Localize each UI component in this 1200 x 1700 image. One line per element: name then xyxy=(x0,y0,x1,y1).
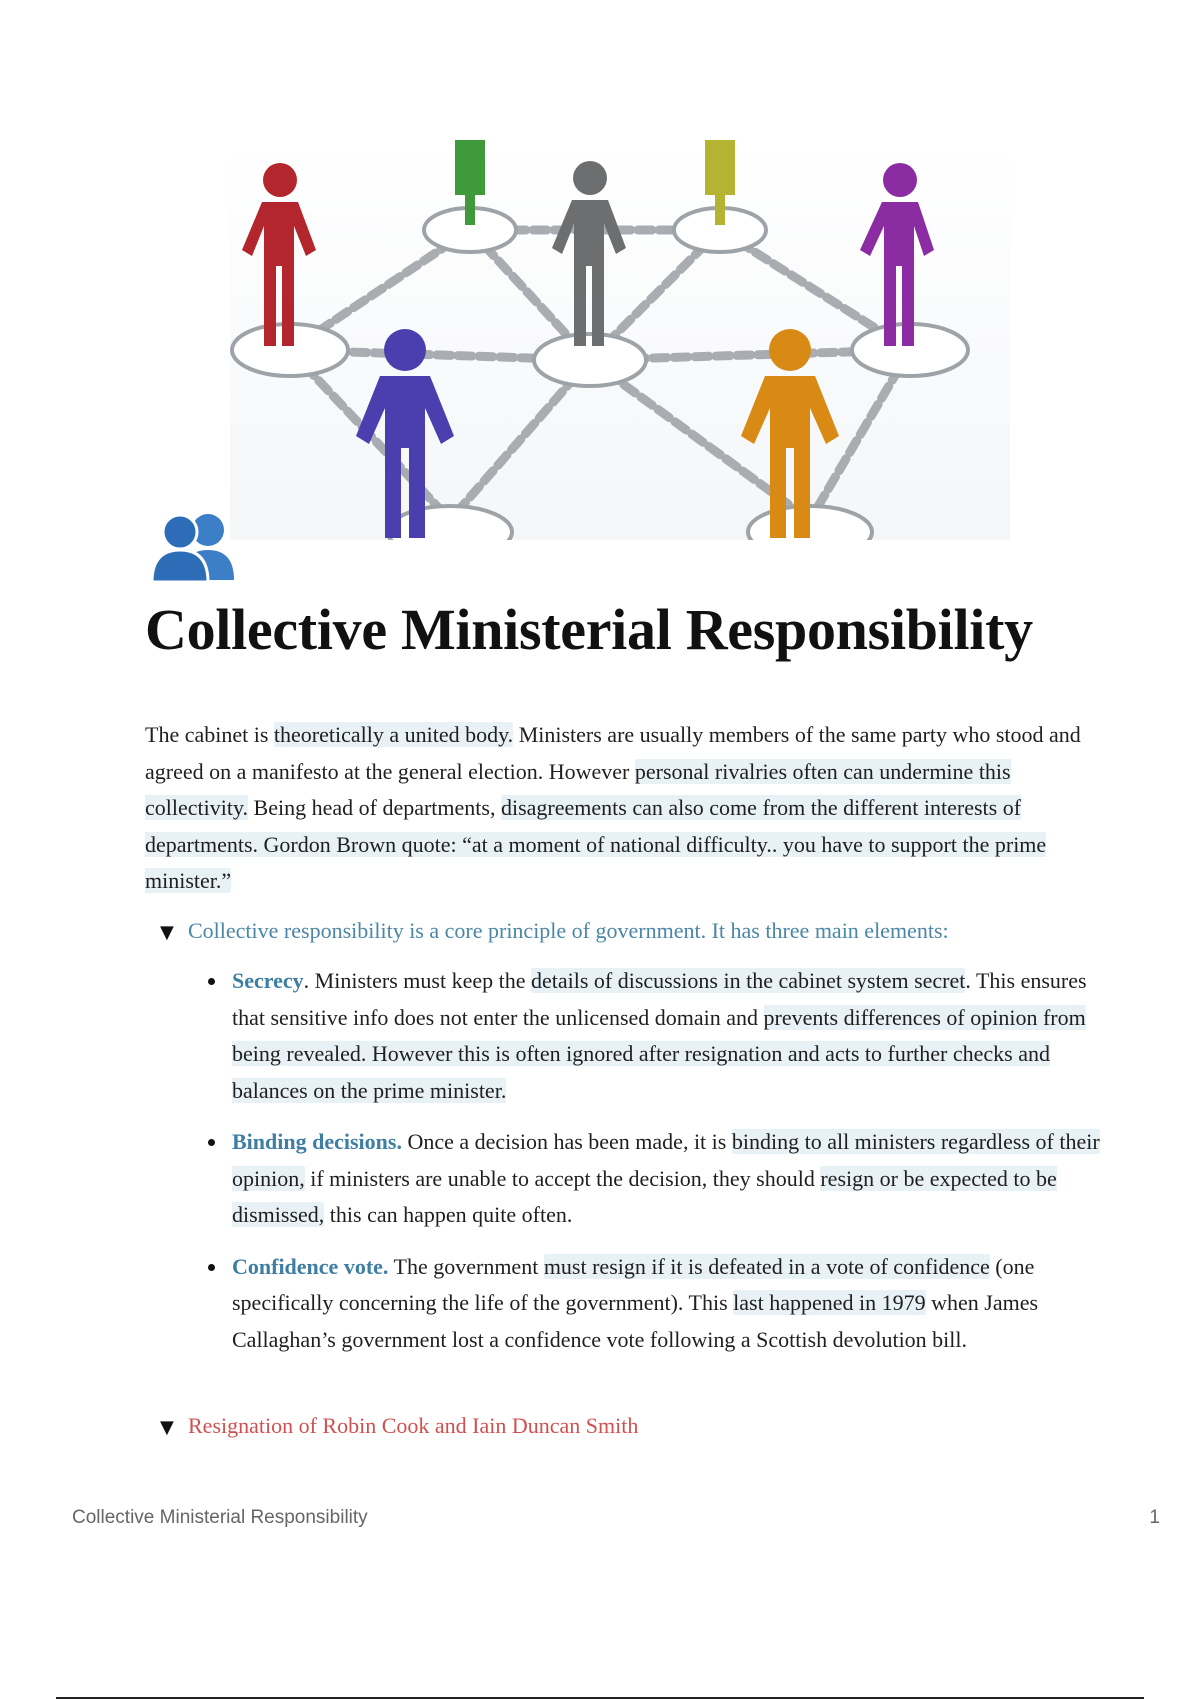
page-title: Collective Ministerial Responsibility xyxy=(145,597,1033,662)
item-text: if ministers are unable to accept the decision, they should xyxy=(304,1165,821,1191)
list-item-confidence-vote xyxy=(232,1249,1112,1359)
toggle-core-principle[interactable] xyxy=(160,913,949,951)
page-number: 1 xyxy=(1149,1507,1160,1528)
list-item-binding-decisions xyxy=(232,1124,1112,1234)
intro-text: The cabinet is xyxy=(145,722,274,747)
page-divider xyxy=(56,1697,1144,1699)
item-text: . This ensures that sensitive info does not enter the unlicensed domain and xyxy=(232,968,1087,1030)
toggle-resignations[interactable] xyxy=(160,1408,638,1446)
term-confidence-vote: Confidence vote. xyxy=(232,1253,389,1279)
item-text: The government xyxy=(388,1253,544,1279)
intro-text: Being head of departments, xyxy=(248,795,501,820)
item-highlight: must resign if it is defeated in a vote of confidence xyxy=(543,1253,990,1279)
intro-highlight: disagreements can also come from the different interests of departments. Gordon Brown quote: “at a moment of national difficulty.. you have to support the prime minister.” xyxy=(145,795,1047,893)
elements-list xyxy=(232,963,1112,1373)
intro-highlight: theoretically a united body. xyxy=(273,722,514,747)
two-people-icon xyxy=(150,510,242,586)
item-text: this can happen quite often. xyxy=(324,1202,573,1227)
bullet-icon xyxy=(208,1139,215,1146)
list-item-secrecy xyxy=(232,963,1112,1109)
item-highlight: resign or be expected to be dismissed, xyxy=(232,1165,1057,1227)
triangle-down-icon[interactable]: ▼ xyxy=(160,1417,174,1438)
item-text: (one specifically concerning the life of the government). This xyxy=(232,1253,1035,1315)
item-highlight: prevents differences of opinion from being revealed. However this is often ignored after resignation and acts to further checks and balances on the prime minister. xyxy=(232,1004,1086,1103)
item-text: . Ministers must keep the xyxy=(303,968,531,993)
footer-title: Collective Ministerial Responsibility xyxy=(72,1507,368,1528)
toggle-label: Resignation of Robin Cook and Iain Duncan Smith xyxy=(188,1413,639,1438)
item-highlight: details of discussions in the cabinet system secret xyxy=(530,968,966,993)
bullet-icon xyxy=(208,1264,215,1271)
item-highlight: last happened in 1979 xyxy=(733,1290,926,1315)
term-secrecy: Secrecy xyxy=(232,968,304,993)
toggle-label: Collective responsibility is a core principle of government. It has three main elements: xyxy=(188,918,949,943)
people-network-image xyxy=(230,140,1010,540)
intro-highlight: personal rivalries often can undermine this collectivity. xyxy=(145,758,1011,820)
bullet-icon xyxy=(208,978,215,985)
item-text: Once a decision has been made, it is xyxy=(401,1129,732,1154)
item-highlight: binding to all ministers regardless of their opinion, xyxy=(232,1129,1100,1191)
triangle-down-icon[interactable]: ▼ xyxy=(160,922,174,943)
term-binding-decisions: Binding decisions. xyxy=(232,1129,402,1154)
intro-text: Ministers are usually members of the same party who stood and agreed on a manifesto at the general election. However xyxy=(145,722,1081,784)
intro-paragraph xyxy=(145,717,1095,900)
item-text: when James Callaghan’s government lost a confidence vote following a Scottish devolution bill. xyxy=(232,1290,1039,1352)
